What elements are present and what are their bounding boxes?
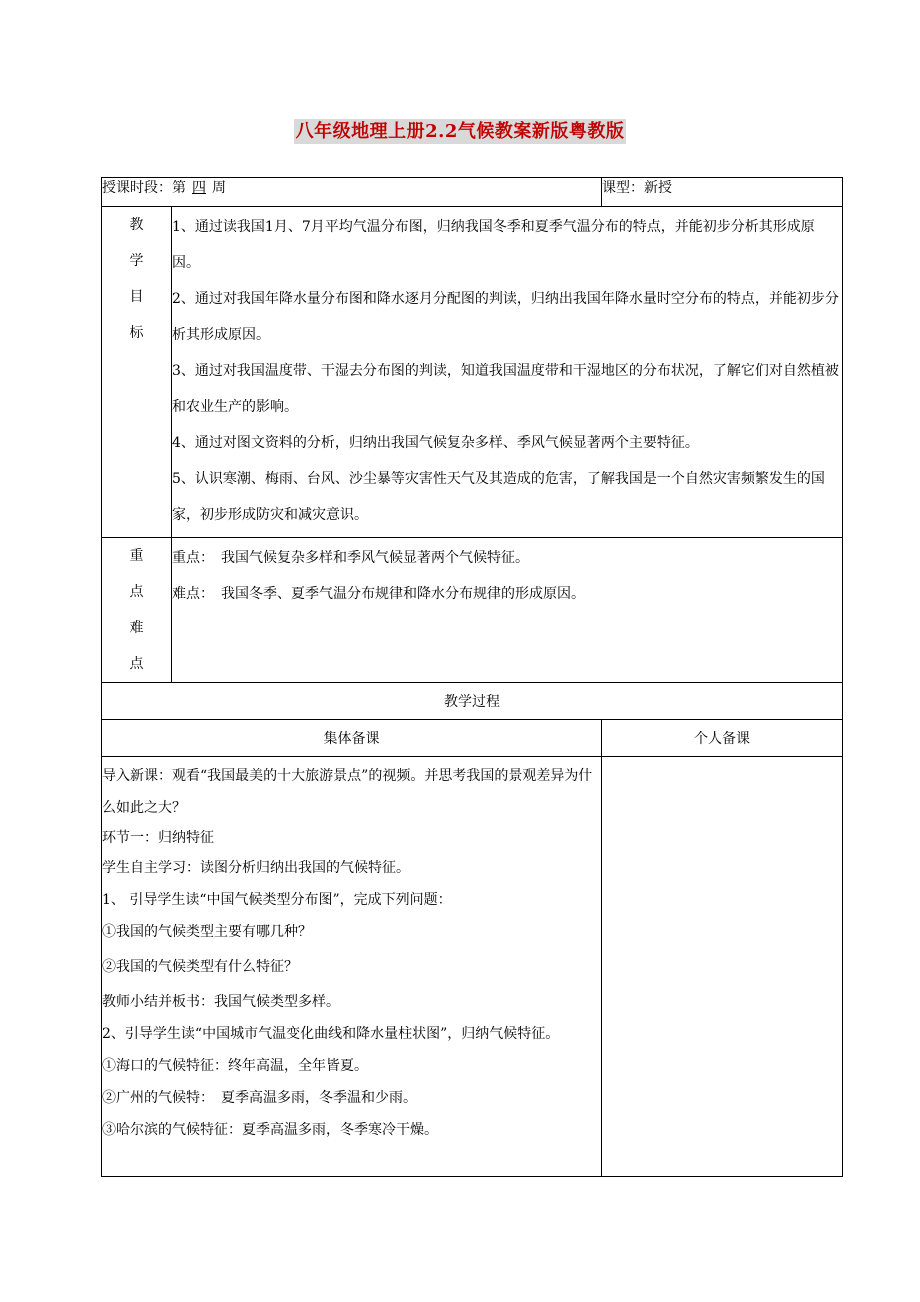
time-cell: 授课时段：第 四 周 (102, 178, 602, 207)
process-line: 2、引导学生读“中国城市气温变化曲线和降水量柱状图”，归纳气候特征。 (102, 1026, 560, 1042)
process-line: ②我国的气候类型有什么特征？ (102, 959, 298, 975)
collective-column-header: 集体备课 (102, 720, 602, 757)
process-columns-row (102, 720, 843, 757)
key-points-content (172, 538, 843, 683)
objective-item: 4、通过对图文资料的分析，归纳出我国气候复杂多样、季风气候显著两个主要特征。 (172, 435, 699, 451)
process-line: ①海口的气候特征：终年高温，全年皆夏。 (102, 1058, 368, 1074)
objectives-label: 教 学 目 标 (102, 207, 172, 538)
difficult-point: 难点： 我国冬季、夏季气温分布规律和降水分布规律的形成原因。 (172, 586, 585, 602)
process-line: ①我国的气候类型主要有哪几种？ (102, 924, 312, 940)
objective-item: 3、通过对我国温度带、干湿去分布图的判读，知道我国温度带和干湿地区的分布状况，了解它们对自然植被和农业生产的影响。 (172, 363, 839, 415)
objective-item: 2、通过对我国年降水量分布图和降水逐月分配图的判读，归纳出我国年降水量时空分布的特点，并能初步分析其形成原因。 (172, 291, 839, 343)
objective-item: 5、认识寒潮、梅雨、台风、沙尘暴等灾害性天气及其造成的危害，了解我国是一个自然灾害频繁发生的国家，初步形成防灾和减灾意识。 (172, 471, 825, 523)
process-line: 教师小结并板书：我国气候类型多样。 (102, 994, 340, 1010)
process-line: 导入新课：观看“我国最美的十大旅游景点”的视频。并思考我国的景观差异为什么如此之大？ (102, 768, 593, 816)
key-point: 重点： 我国气候复杂多样和季风气候显著两个气候特征。 (172, 550, 529, 566)
objectives-content (172, 207, 843, 538)
process-line: ③哈尔滨的气候特征：夏季高温多雨，冬季寒冷干燥。 (102, 1122, 438, 1138)
lesson-plan-table (101, 177, 843, 1177)
process-content-row (102, 757, 843, 1177)
personal-column-header: 个人备课 (602, 720, 843, 757)
process-line: 环节一：归纳特征 (102, 830, 214, 846)
key-points-row (102, 538, 843, 683)
process-line: 学生自主学习：读图分析归纳出我国的气候特征。 (102, 860, 410, 876)
objective-item: 1、通过读我国1月、7月平均气温分布图，归纳我国冬季和夏季气温分布的特点，并能初步分析其形成原因。 (172, 219, 815, 271)
process-line: ②广州的气候特： 夏季高温多雨，冬季温和少雨。 (102, 1090, 417, 1106)
header-row (102, 178, 843, 207)
key-points-label: 重 点 难 点 (102, 538, 172, 683)
objectives-row (102, 207, 843, 538)
process-line: 1、 引导学生读“中国气候类型分布图”，完成下列问题： (102, 892, 452, 908)
lesson-type-cell: 课型：新授 (602, 178, 843, 207)
process-heading: 教学过程 (102, 683, 843, 720)
document-title: 八年级地理上册2.2气候教案新版粤教版 (295, 121, 625, 142)
process-heading-row (102, 683, 843, 720)
collective-content (102, 757, 602, 1177)
week-number: 四 (192, 180, 206, 196)
personal-content (602, 757, 843, 1177)
